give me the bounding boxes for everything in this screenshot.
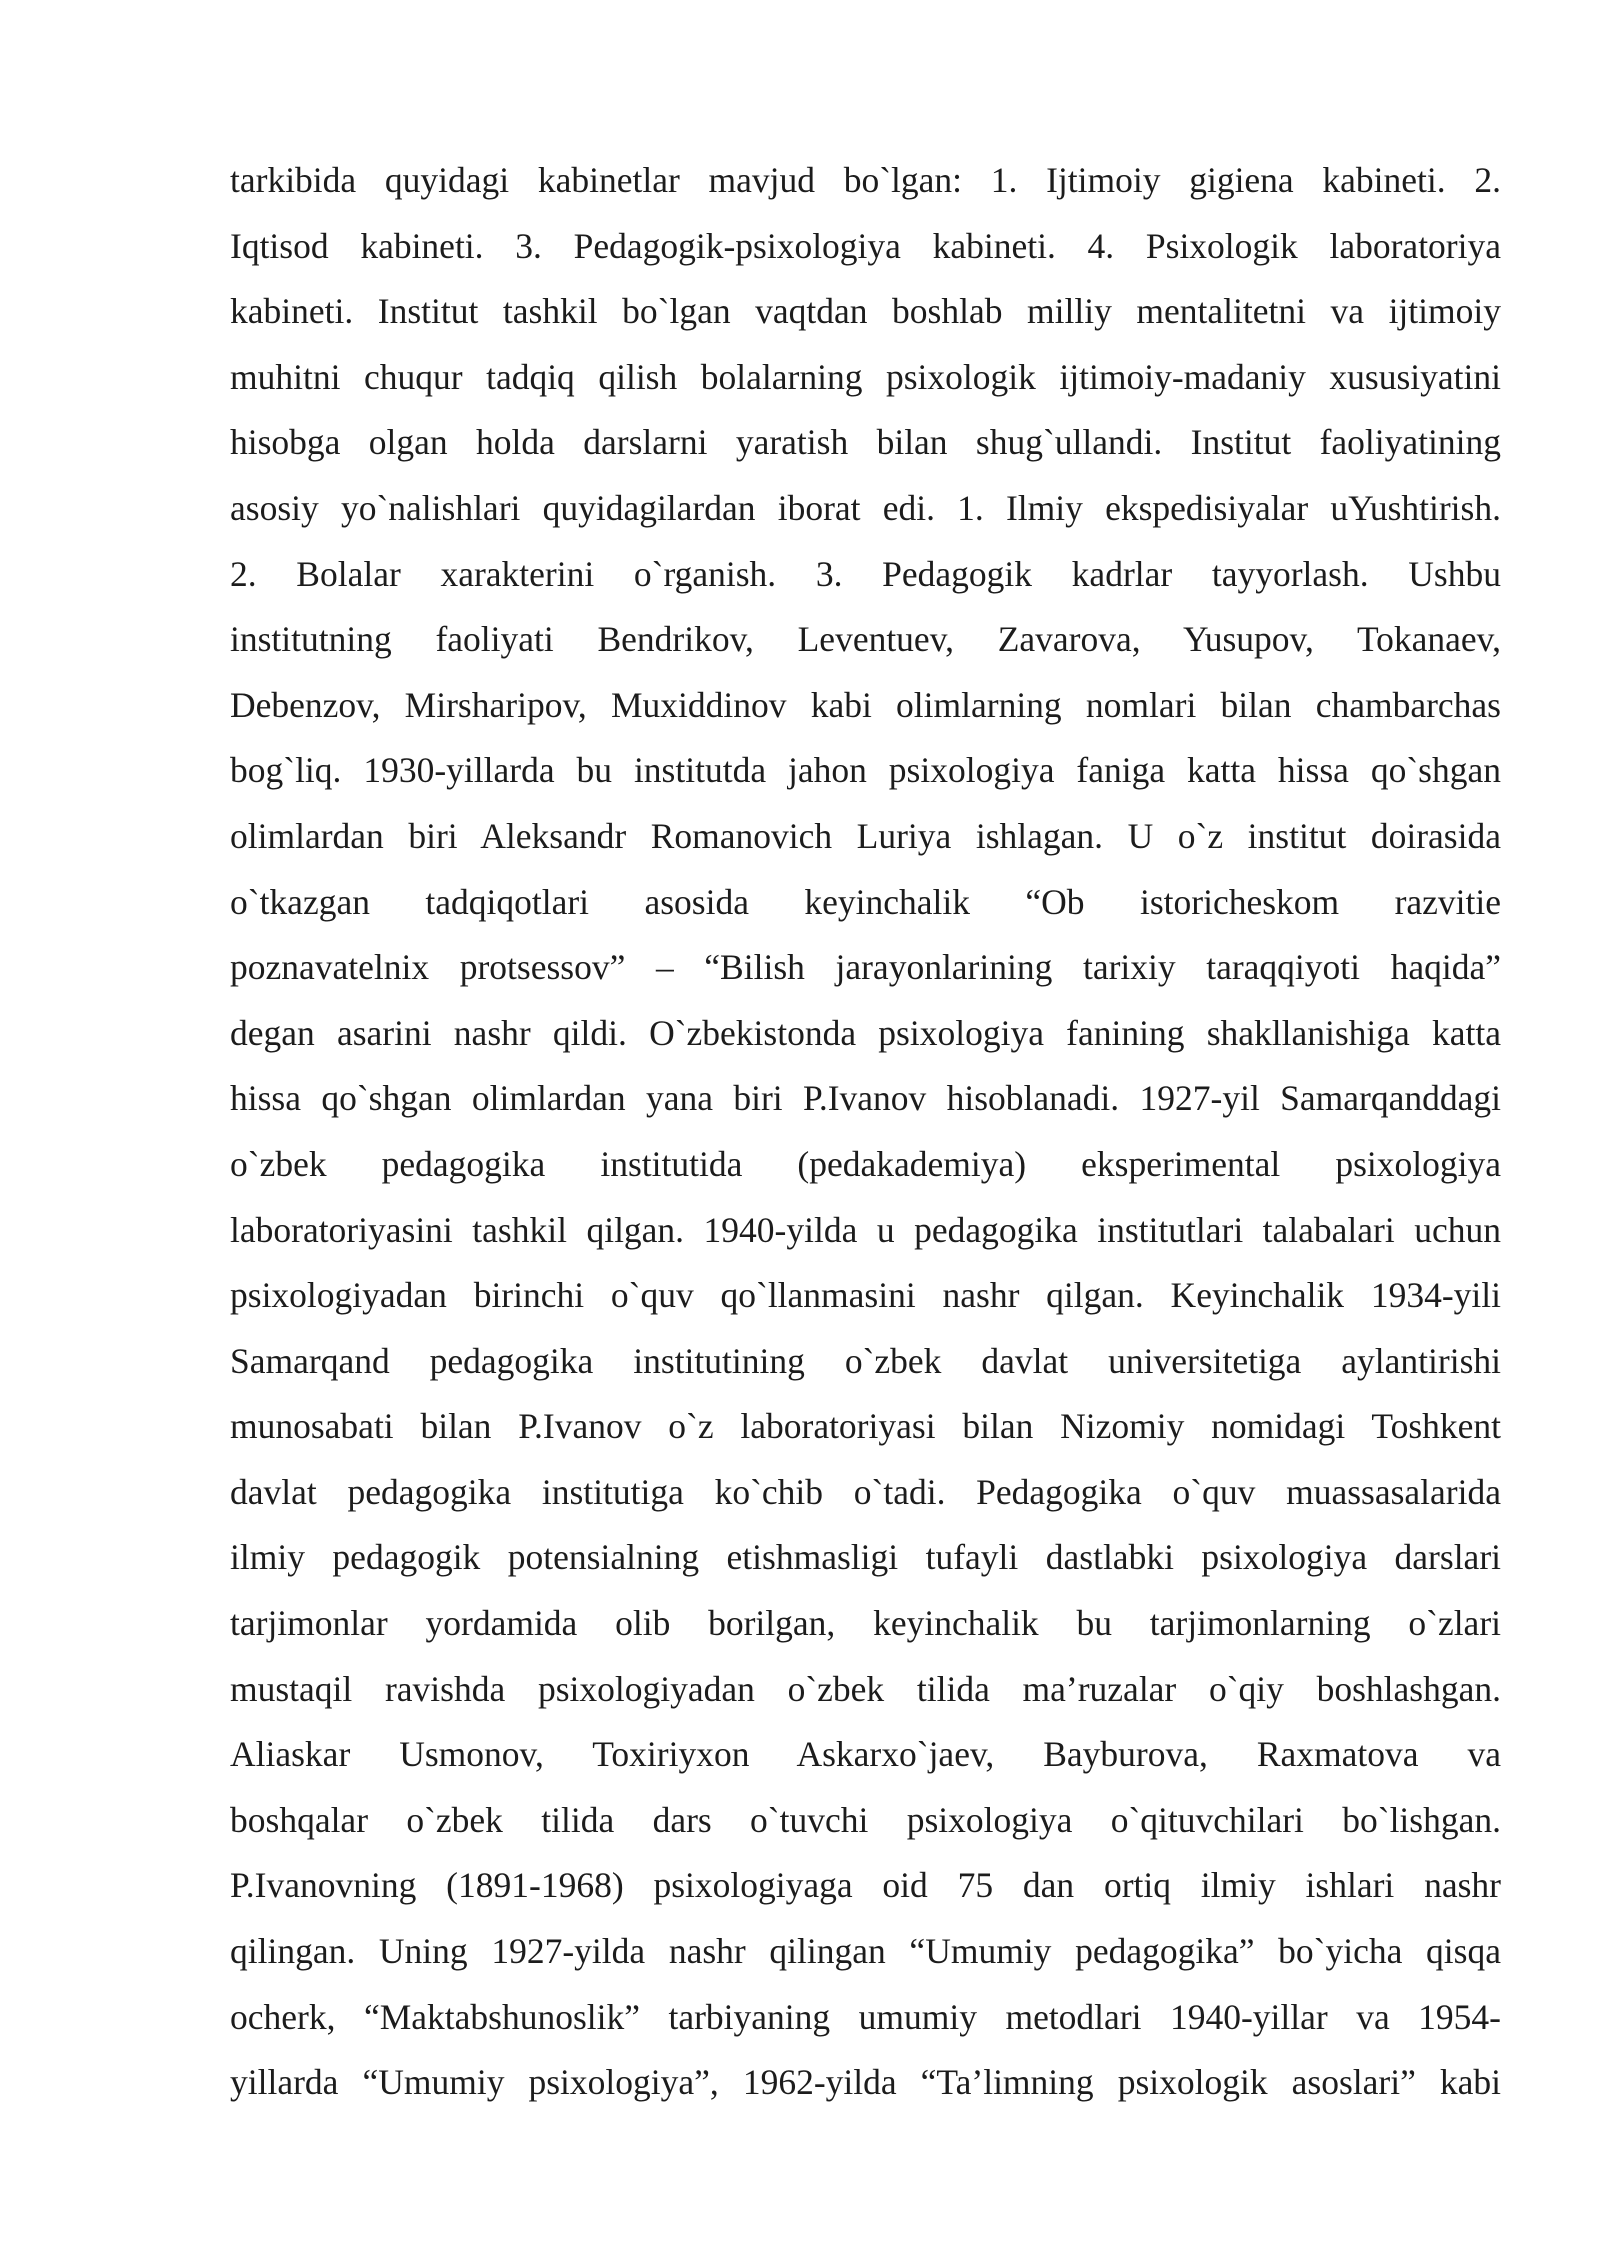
- body-text: [230, 148, 1501, 2116]
- text-line: tarkibida quyidagi kabinetlar mavjud bo`lgan: 1. Ijtimoiy gigiena kabineti. 2.: [230, 160, 1501, 200]
- text-line: munosabati bilan P.Ivanov o`z laboratoriyasi bilan Nizomiy nomidagi Toshkent: [230, 1406, 1501, 1447]
- text-line: o`tkazgan tadqiqotlari asosida keyinchalik “Ob istoricheskom razvitie: [230, 881, 1501, 922]
- text-line: qilingan. Uning 1927-yilda nashr qilingan “Umumiy pedagogika” bo`yicha qisqa: [230, 1931, 1501, 1972]
- text-line: ilmiy pedagogik potensialning etishmasligi tufayli dastlabki psixologiya darslari: [230, 1537, 1501, 1578]
- text-line: Iqtisod kabineti. 3. Pedagogik-psixologiya kabineti. 4. Psixologik laboratoriya: [230, 225, 1501, 266]
- text-line: degan asarini nashr qildi. O`zbekistonda psixologiya fanining shakllanishiga katta: [230, 1012, 1501, 1053]
- text-line: boshqalar o`zbek tilida dars o`tuvchi psixologiya o`qituvchilari bo`lishgan.: [230, 1799, 1501, 1840]
- text-line: olimlardan biri Aleksandr Romanovich Luriya ishlagan. U o`z institut doirasida: [230, 815, 1501, 856]
- text-line: davlat pedagogika institutiga ko`chib o`tadi. Pedagogika o`quv muassasalarida: [230, 1471, 1501, 1512]
- text-line: o`zbek pedagogika institutida (pedakademiya) eksperimental psixologiya: [230, 1143, 1501, 1184]
- text-line: bog`liq. 1930-yillarda bu institutda jahon psixologiya faniga katta hissa qo`shgan: [230, 750, 1501, 791]
- text-line: asosiy yo`nalishlari quyidagilardan iborat edi. 1. Ilmiy ekspedisiyalar uYushtirish.: [230, 487, 1501, 528]
- text-line: Samarqand pedagogika institutining o`zbek davlat universitetiga aylantirishi: [230, 1340, 1501, 1381]
- text-line: Debenzov, Mirsharipov, Muxiddinov kabi olimlarning nomlari bilan chambarchas: [230, 684, 1501, 725]
- text-line: tarjimonlar yordamida olib borilgan, keyinchalik bu tarjimonlarning o`zlari: [230, 1603, 1501, 1644]
- text-line: muhitni chuqur tadqiq qilish bolalarning psixologik ijtimoiy-madaniy xususiyatini: [230, 356, 1501, 397]
- text-line: P.Ivanovning (1891-1968) psixologiyaga oid 75 dan ortiq ilmiy ishlari nashr: [230, 1865, 1501, 1906]
- text-line: institutning faoliyati Bendrikov, Leventuev, Zavarova, Yusupov, Tokanaev,: [230, 619, 1501, 660]
- text-line: kabineti. Institut tashkil bo`lgan vaqtdan boshlab milliy mentalitetni va ijtimoiy: [230, 291, 1501, 332]
- text-line: ocherk, “Maktabshunoslik” tarbiyaning umumiy metodlari 1940-yillar va 1954-: [230, 1996, 1501, 2037]
- text-line: laboratoriyasini tashkil qilgan. 1940-yilda u pedagogika institutlari talabalari uchun: [230, 1209, 1501, 1250]
- text-line: 2. Bolalar xarakterini o`rganish. 3. Pedagogik kadrlar tayyorlash. Ushbu: [230, 553, 1501, 594]
- text-line: poznavatelnix protsessov” – “Bilish jarayonlarining tarixiy taraqqiyoti haqida”: [230, 947, 1501, 988]
- text-line: hisobga olgan holda darslarni yaratish bilan shug`ullandi. Institut faoliyatining: [230, 422, 1501, 463]
- text-line: mustaqil ravishda psixologiyadan o`zbek tilida ma’ruzalar o`qiy boshlashgan.: [230, 1668, 1501, 1709]
- text-line: yillarda “Umumiy psixologiya”, 1962-yilda “Ta’limning psixologik asoslari” kabi: [230, 2062, 1501, 2103]
- text-line: Aliaskar Usmonov, Toxiriyxon Askarxo`jaev, Bayburova, Raxmatova va: [230, 1734, 1501, 1775]
- text-line: psixologiyadan birinchi o`quv qo`llanmasini nashr qilgan. Keyinchalik 1934-yili: [230, 1275, 1501, 1316]
- text-line: hissa qo`shgan olimlardan yana biri P.Ivanov hisoblanadi. 1927-yil Samarqanddagi: [230, 1078, 1501, 1119]
